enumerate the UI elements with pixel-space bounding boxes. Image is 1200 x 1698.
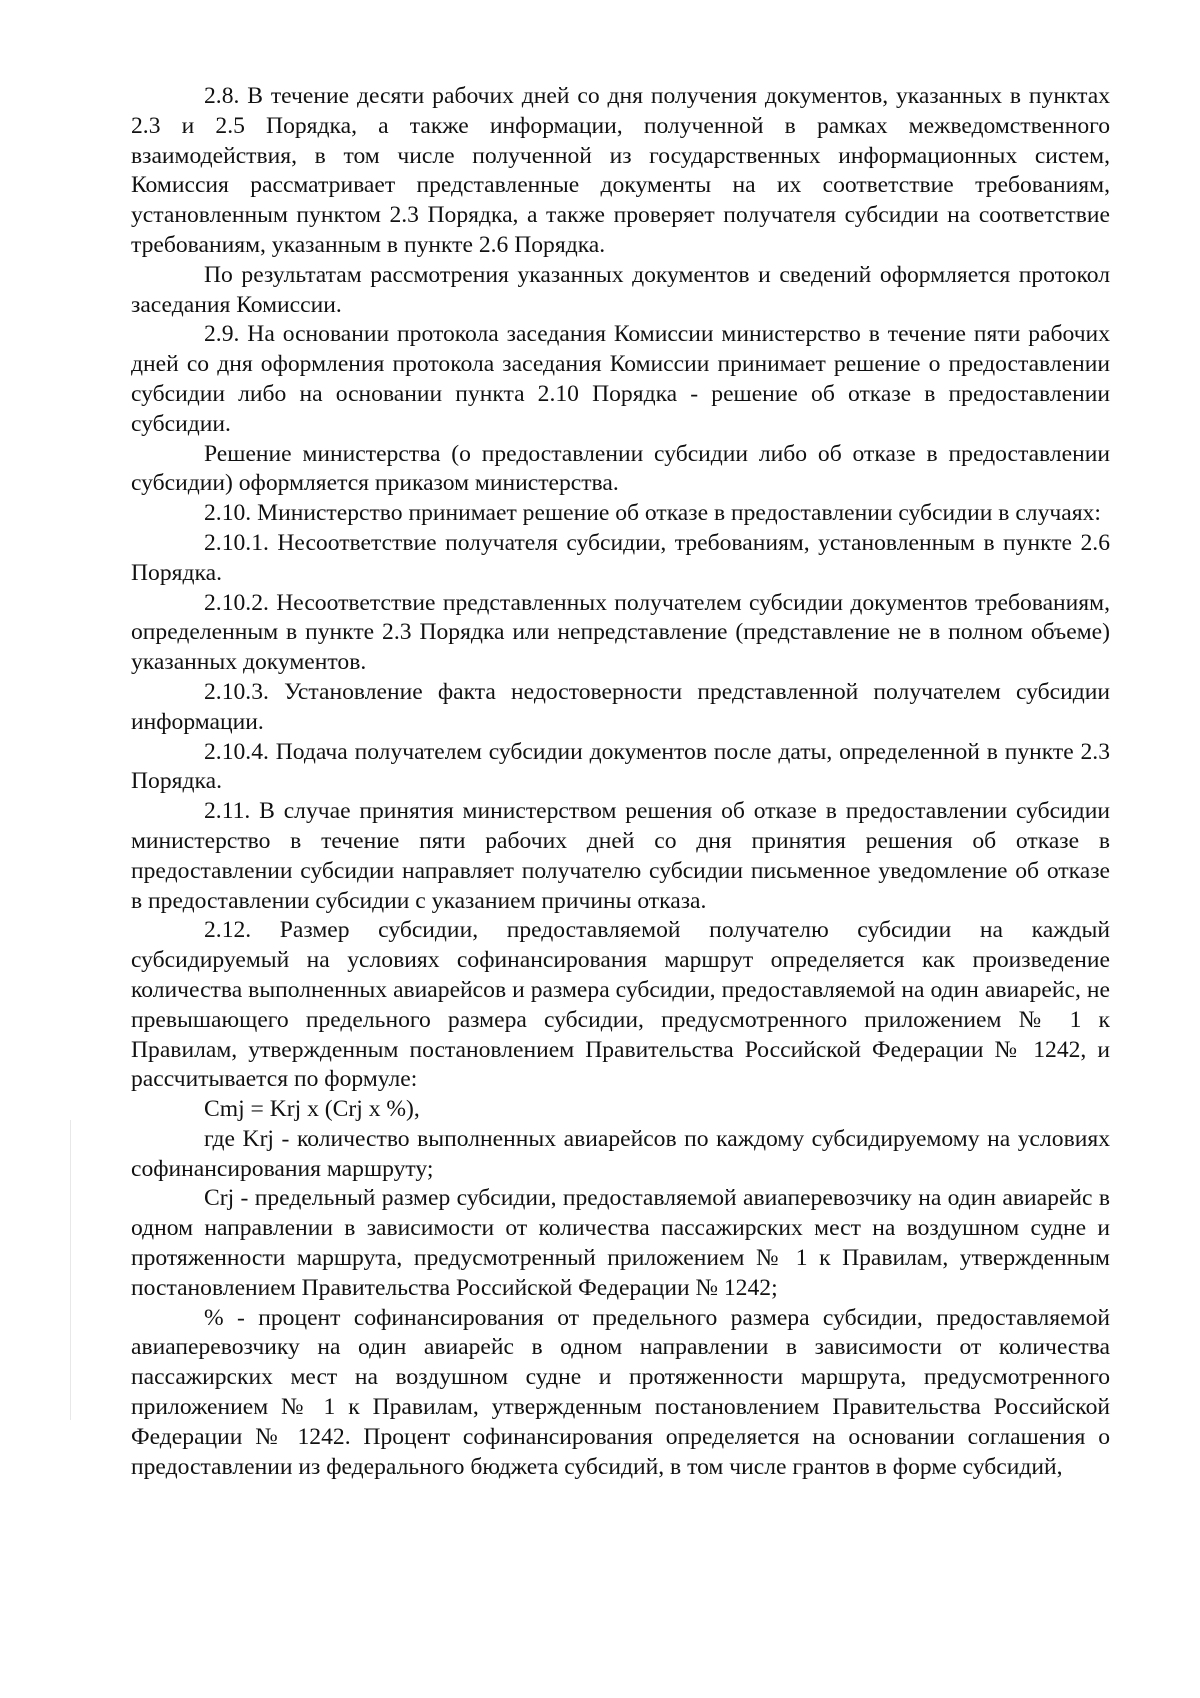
paragraph-2-9: 2.9. На основании протокола заседания Комиссии министерство в течение пяти рабочих дней со дня оформления протокола заседания Комиссии принимает решение о предоставлении субсидии либо на основании пункта 2.10 Порядка - решение об отказе в предоставлении субсидии. <box>131 321 1110 437</box>
scan-edge-mark <box>70 1120 71 1420</box>
document-body <box>131 82 1110 1482</box>
formula-line: Cmj = Krj x (Crj x %), <box>204 1096 420 1123</box>
paragraph-2-10-3: 2.10.3. Установление факта недостоверности представленной получателем субсидии информации. <box>131 678 1110 735</box>
paragraph-krj-definition: где Krj - количество выполненных авиарейсов по каждому субсидируемому на условиях софинансирования маршруту; <box>131 1125 1110 1182</box>
paragraph-2-10-4: 2.10.4. Подача получателем субсидии документов после даты, определенной в пункте 2.3 Порядка. <box>131 738 1110 795</box>
paragraph-2-10-1: 2.10.1. Несоответствие получателя субсидии, требованиям, установленным в пункте 2.6 Порядка. <box>131 529 1110 586</box>
paragraph-2-10: 2.10. Министерство принимает решение об отказе в предоставлении субсидии в случаях: <box>204 500 1101 527</box>
paragraph-2-10-2: 2.10.2. Несоответствие представленных получателем субсидии документов требованиям, определенным в пункте 2.3 Порядка или непредставление (представление не в полном объеме) указанных документов. <box>131 589 1110 676</box>
paragraph-crj-definition: Crj - предельный размер субсидии, предоставляемой авиаперевозчику на один авиарейс в одном направлении в зависимости от количества пассажирских мест на воздушном судне и протяженности маршрута, предусмотренный приложением № 1 к Правилам, утвержденным постановлением Правительства Российской Федерации № 1242; <box>131 1185 1110 1301</box>
paragraph-percent-definition: % - процент софинансирования от предельного размера субсидии, предоставляемой авиаперевозчику на один авиарейс в одном направлении в зависимости от количества пассажирских мест на воздушном судне и протяженности маршрута, предусмотренного приложением № 1 к Правилам, утвержденным постановлением Правительства Российской Федерации № 1242. Процент софинансирования определяется на основании соглашения о предоставлении из федерального бюджета субсидий, в том числе грантов в форме субсидий, <box>131 1304 1110 1480</box>
paragraph-2-11: 2.11. В случае принятия министерством решения об отказе в предоставлении субсидии министерство в течение пяти рабочих дней со дня принятия решения об отказе в предоставлении субсидии направляет получателю субсидии письменное уведомление об отказе в предоставлении субсидии с указанием причины отказа. <box>131 798 1110 914</box>
paragraph-review-result: По результатам рассмотрения указанных документов и сведений оформляется протокол заседания Комиссии. <box>131 261 1110 318</box>
paragraph-decision-order: Решение министерства (о предоставлении субсидии либо об отказе в предоставлении субсидии) оформляется приказом министерства. <box>131 440 1110 497</box>
paragraph-2-8: 2.8. В течение десяти рабочих дней со дня получения документов, указанных в пунктах 2.3 и 2.5 Порядка, а также информации, полученной в рамках межведомственного взаимодействия, в том числе полученной из государственных информационных систем, Комиссия рассматривает представленные документы на их соответствие требованиям, установленным пунктом 2.3 Порядка, а также проверяет получателя субсидии на соответствие требованиям, указанным в пункте 2.6 Порядка. <box>131 83 1110 258</box>
paragraph-2-12: 2.12. Размер субсидии, предоставляемой получателю субсидии на каждый субсидируемый на условиях софинансирования маршрут определяется как произведение количества выполненных авиарейсов и размера субсидии, предоставляемой на один авиарейс, не превышающего предельного размера субсидии, предусмотренного приложением № 1 к Правилам, утвержденным постановлением Правительства Российской Федерации № 1242, и рассчитывается по формуле: <box>131 917 1110 1093</box>
